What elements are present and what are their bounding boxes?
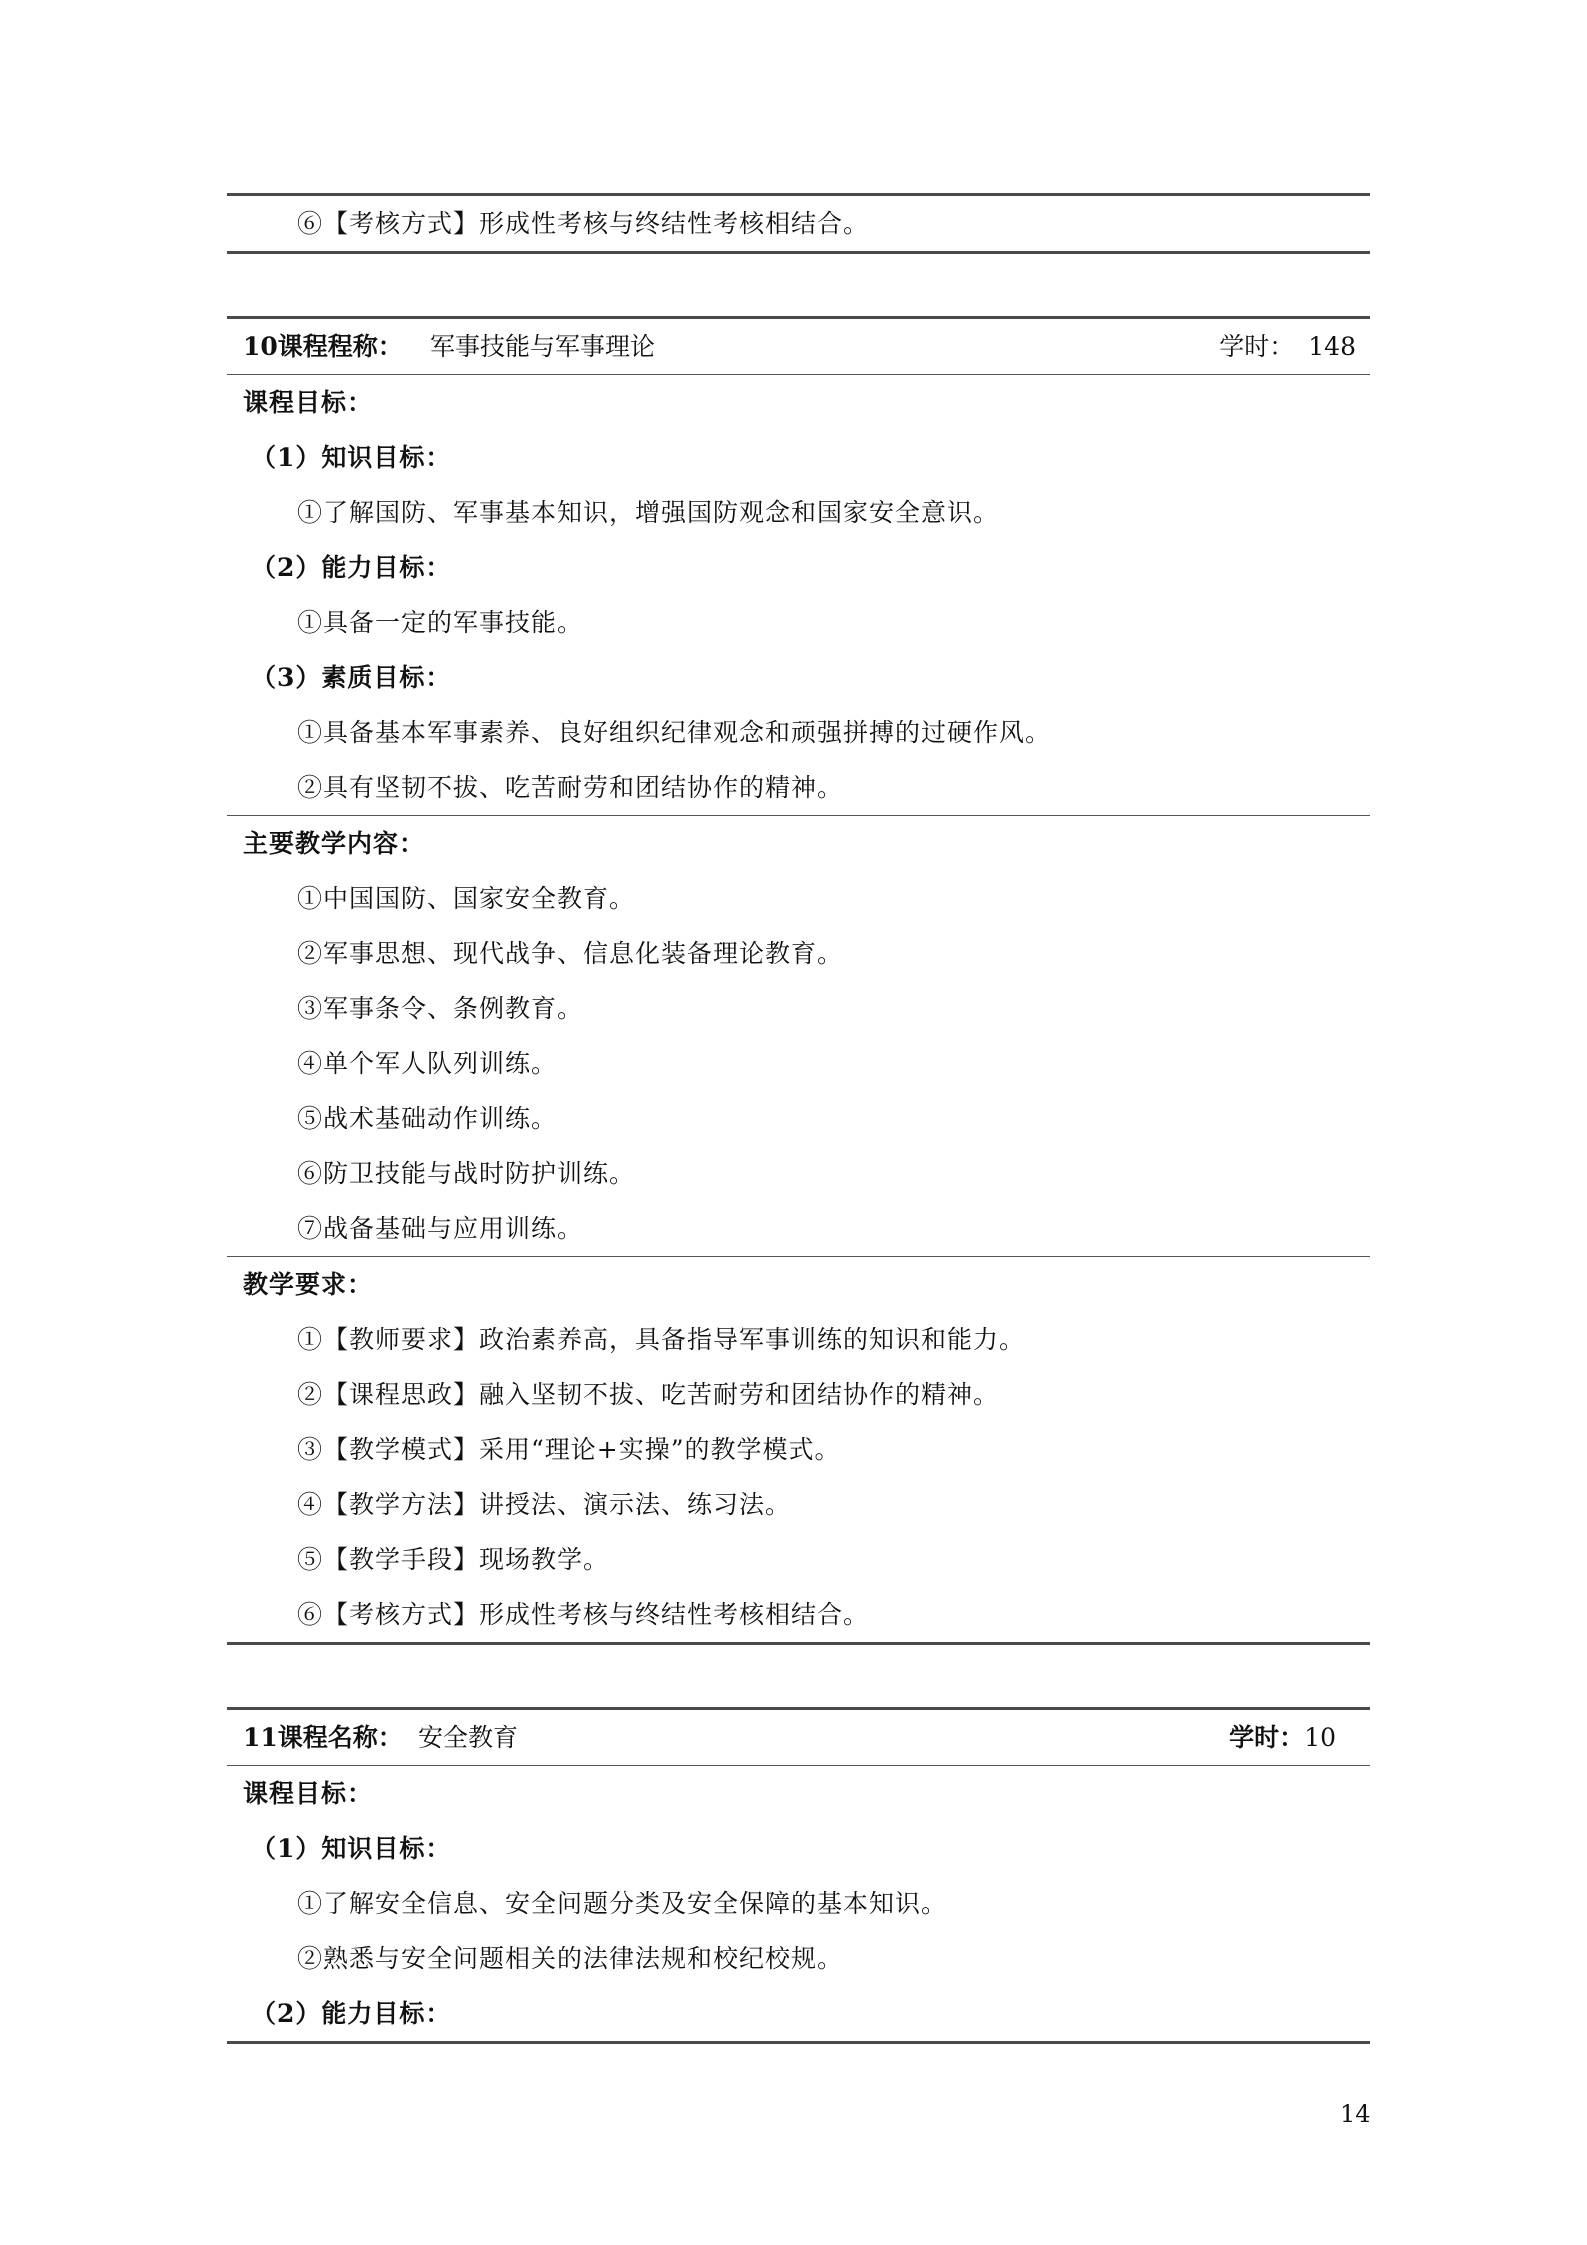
requirement-item: ④【教学方法】讲授法、演示法、练习法。 (297, 1490, 792, 1519)
course-10-header (227, 319, 1370, 375)
ability-title: （2）能力目标： (251, 553, 452, 582)
knowledge-item: ①了解国防、军事基本知识，增强国防观念和国家安全意识。 (297, 498, 1000, 527)
course-10-goals (227, 375, 1370, 816)
requirement-item: ⑥【考核方式】形成性考核与终结性考核相结合。 (297, 1600, 870, 1629)
content-item: ⑦战备基础与应用训练。 (297, 1214, 584, 1243)
content-item: ⑤战术基础动作训练。 (297, 1104, 558, 1133)
course-10-content (227, 816, 1370, 1257)
ability-title: （2）能力目标： (251, 1999, 452, 2028)
goals-title: 课程目标： (243, 388, 374, 417)
course-11-name: 安全教育 (418, 1723, 519, 1752)
course-10-number: 10 (243, 332, 278, 361)
ability-item: ①具备一定的军事技能。 (297, 608, 584, 637)
content-item: ③军事条令、条例教育。 (297, 994, 584, 1023)
quality-item: ②具有坚韧不拔、吃苦耐劳和团结协作的精神。 (297, 773, 844, 802)
page-number: 14 (1340, 2100, 1371, 2128)
course-10-name-label: 课程程称： (277, 332, 403, 361)
course-10-table (227, 316, 1370, 1645)
assessment-line: ⑥【考核方式】形成性考核与终结性考核相结合。 (297, 209, 870, 238)
course-10-hours-label: 学时： (1219, 332, 1295, 361)
content-item: ②军事思想、现代战争、信息化装备理论教育。 (297, 939, 844, 968)
quality-item: ①具备基本军事素养、良好组织纪律观念和顽强拼搏的过硬作风。 (297, 718, 1052, 747)
course-11-hours-label: 学时： (1229, 1723, 1305, 1752)
content-title: 主要教学内容： (243, 829, 426, 858)
course-11-number: 11 (243, 1723, 278, 1752)
knowledge-item: ①了解安全信息、安全问题分类及安全保障的基本知识。 (297, 1889, 948, 1918)
course-11-name-label: 课程名称： (277, 1723, 403, 1752)
course-10-name: 军事技能与军事理论 (430, 332, 656, 361)
goals-title: 课程目标： (243, 1779, 374, 1808)
content-item: ④单个军人队列训练。 (297, 1049, 558, 1078)
requirement-item: ①【教师要求】政治素养高，具备指导军事训练的知识和能力。 (297, 1325, 1026, 1354)
prev-course-fragment (227, 193, 1370, 254)
course-11-table (227, 1707, 1370, 2044)
knowledge-title: （1）知识目标： (251, 1834, 452, 1863)
content-item: ⑥防卫技能与战时防护训练。 (297, 1159, 636, 1188)
requirements-title: 教学要求： (243, 1270, 374, 1299)
course-11-goals (227, 1766, 1370, 2041)
course-10-hours: 148 (1308, 332, 1356, 361)
requirement-item: ③【教学模式】采用“理论+实操”的教学模式。 (297, 1435, 841, 1464)
requirement-item: ⑤【教学手段】现场教学。 (297, 1545, 610, 1574)
knowledge-item: ②熟悉与安全问题相关的法律法规和校纪校规。 (297, 1944, 844, 1973)
course-11-hours: 10 (1304, 1723, 1336, 1752)
requirement-item: ②【课程思政】融入坚韧不拔、吃苦耐劳和团结协作的精神。 (297, 1380, 1000, 1409)
course-10-requirements (227, 1257, 1370, 1642)
content-item: ①中国国防、国家安全教育。 (297, 884, 636, 913)
knowledge-title: （1）知识目标： (251, 443, 452, 472)
course-11-header (227, 1710, 1370, 1766)
quality-title: （3）素质目标： (251, 663, 452, 692)
